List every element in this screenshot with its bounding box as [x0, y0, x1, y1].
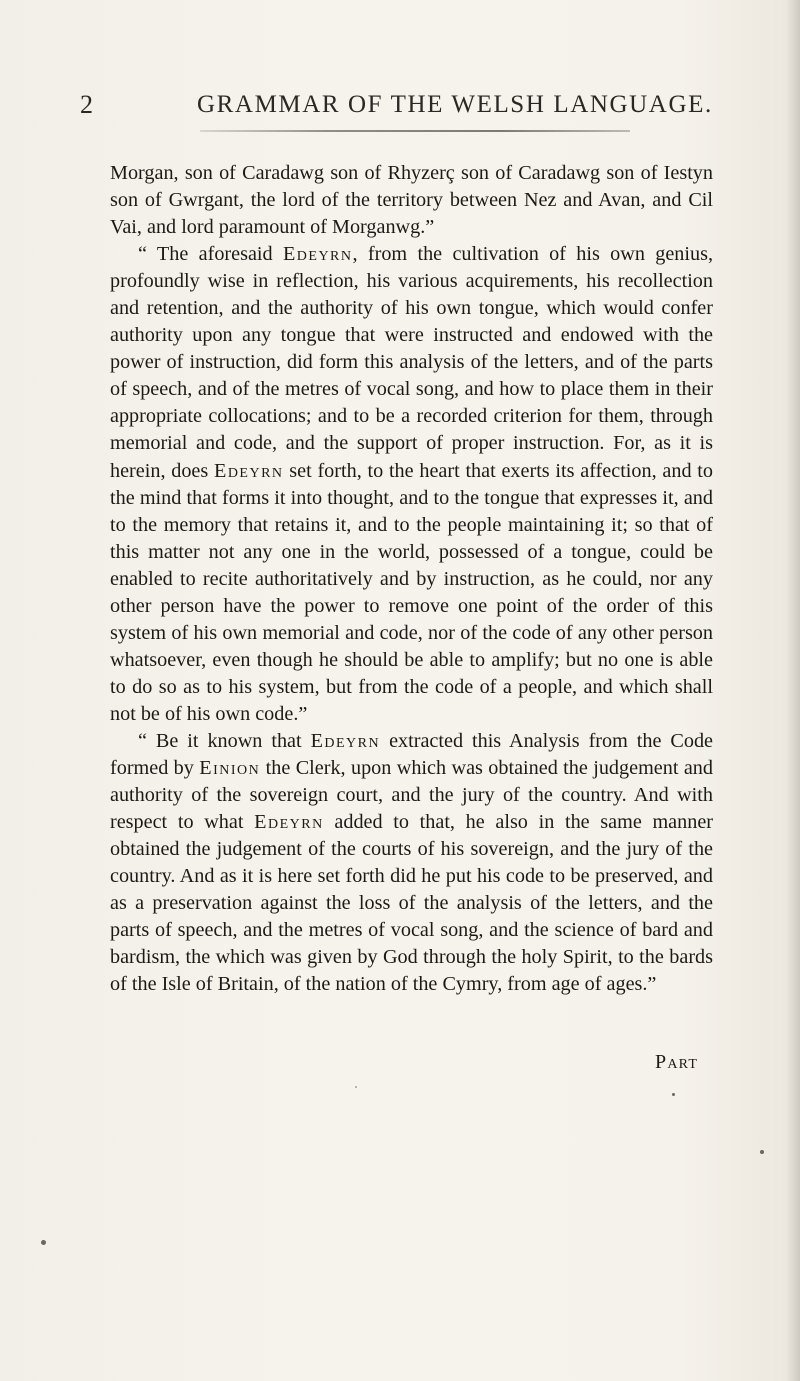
page-edge-shadow	[786, 0, 800, 1381]
paragraph-3	[110, 728, 713, 998]
paper-speck	[41, 1240, 46, 1245]
paper-speck	[760, 1150, 764, 1154]
name-edeyrn: Edeyrn	[254, 811, 324, 834]
paper-speck	[355, 1086, 357, 1088]
body-text	[110, 160, 713, 998]
paragraph-3-middle-1: extracted this Analysis from the Code formed by	[110, 729, 713, 780]
paragraph-1: Morgan, son of Caradawg son of Rhyzerç son of Caradawg son of Iestyn son of Gwrgant, the lord of the territory between Nez and Avan, and Cil Vai, and lord paramount of Morganwg.”	[110, 162, 713, 239]
name-edeyrn: Edeyrn	[282, 243, 353, 266]
paragraph-2-middle: , from the cultivation of his own genius, profoundly wise in reflection, his various acquirements, his recollection and retention, and the authority of his own tongue, which would confer authority upon any tongue that were instructed and endowed with the power of instruction, did form this analysis of the letters, and of the parts of speech, and of the metres of vocal song, and how to place them in their appropriate collocations; and to be a recorded criterion for them, through memorial and code, and the support of proper instruction. For, as it is herein, does	[110, 243, 713, 482]
paragraph-2-start: “ The aforesaid	[138, 243, 283, 266]
paragraph-3-start: “ Be it known that	[138, 729, 311, 752]
page-header	[80, 90, 720, 124]
catchword: Part	[655, 1051, 699, 1073]
header-rule	[200, 130, 630, 132]
running-title: GRAMMAR OF THE WELSH LANGUAGE.	[197, 91, 713, 118]
paragraph-2-end: set forth, to the heart that exerts its affection, and to the mind that forms it into thought, and to the tongue that expresses it, and to the memory that retains it, and to the people maintaining it; so that of this matter not any one in the world, possessed of a tongue, could be enabled to recite authoritatively and by instruction, as he could, nor any other person have the power to remove one point of the order of this system of his own memorial and code, nor of the code of any other person whatsoever, even though he should be able to amplify; but no one is able to do so as to his system, but from the code of a people, and which shall not be of his own code.”	[110, 459, 713, 725]
name-edeyrn: Edeyrn	[310, 729, 381, 752]
name-einion: Einion	[199, 757, 261, 780]
paragraph-3-middle-2: the Clerk, upon which was obtained the judgement and authority of the sovereign court, and the jury of the country. And with respect to what	[110, 757, 713, 834]
paper-speck	[672, 1093, 675, 1096]
paragraph-2	[110, 241, 713, 728]
page-number: 2	[80, 90, 94, 119]
paragraph-3-end: added to that, he also in the same manner obtained the judgement of the courts of his sovereign, and the jury of the country. And as it is here set forth did he put his code to be preserved, and as a preservation against the loss of the analysis of the letters, and the parts of speech, and the metres of vocal song, and the science of bard and bardism, the which was given by God through the holy Spirit, to the bards of the Isle of Britain, of the nation of the Cymry, from age of ages.”	[110, 811, 713, 996]
name-edeyrn: Edeyrn	[213, 459, 284, 482]
